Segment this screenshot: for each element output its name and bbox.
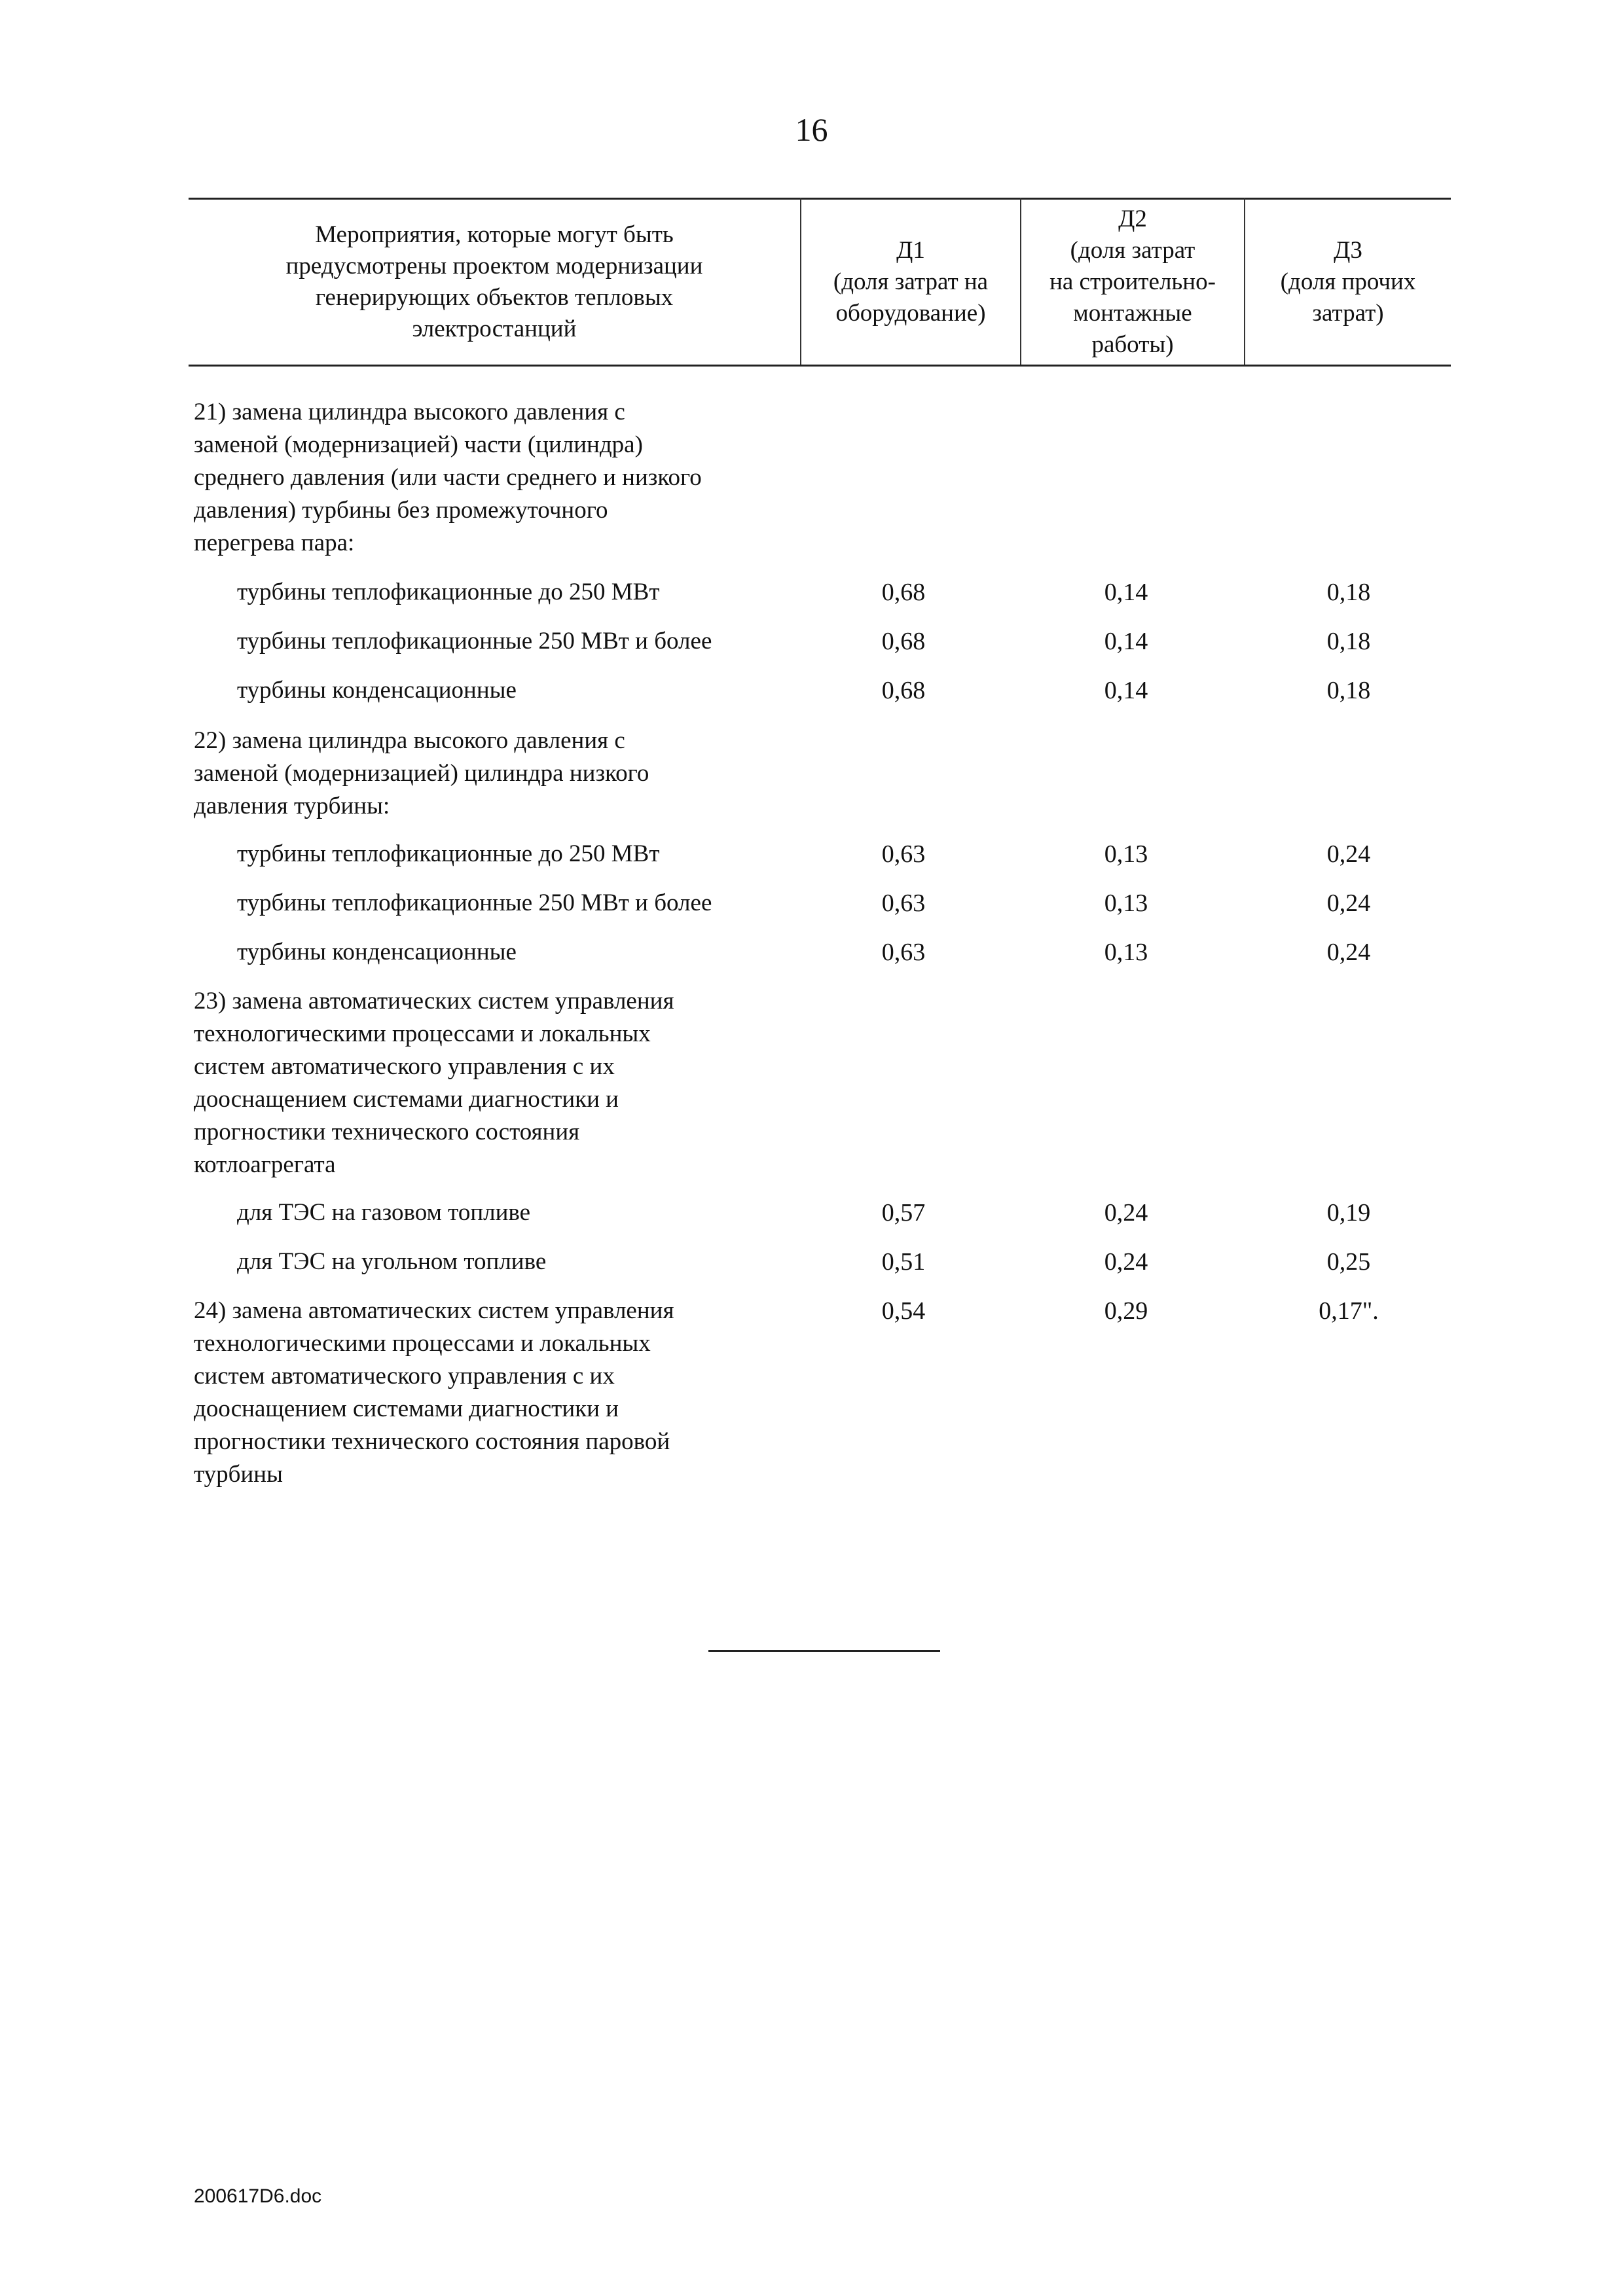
row-activity: 22) замена цилиндра высокого давления с заменой (модернизацией) цилиндра низкого давления турбины: [194,727,649,819]
row-activity: турбины теплофикационные 250 МВт и более [237,889,712,916]
row-activity: турбины теплофикационные до 250 МВт [237,840,660,867]
row-d1: 0,68 [881,628,926,655]
row-activity: 21) замена цилиндра высокого давления с заменой (модернизацией) части (цилиндра) среднего давления (или части среднего и низкого давления) турбины без промежуточного перегрева пара: [194,399,702,556]
end-rule [708,1650,940,1652]
footer-file-name: 200617D6.doc [194,2185,322,2207]
row-activity: турбины теплофикационные до 250 МВт [237,579,660,605]
row-d1: 0,51 [881,1248,926,1276]
header-activity: Мероприятия, которые могут быть предусмотрены проектом модернизации генерирующих объектов тепловых электростанций [285,221,703,342]
row-d2: 0,14 [1104,628,1148,655]
row-d2: 0,13 [1104,939,1148,966]
row-activity: 24) замена автоматических систем управления технологическими процессами и локальных систем автоматического управления с их дооснащением системами диагностики и прогностики технического состояния паровой турбины [194,1297,674,1488]
row-activity: турбины конденсационные [237,939,517,965]
header-bottom-rule [189,365,1451,367]
row-d3: 0,25 [1326,1248,1371,1276]
row-d3: 0,19 [1326,1199,1371,1227]
header-d3: Д3 (доля прочих затрат) [1280,237,1416,327]
row-d3: 0,24 [1326,840,1371,868]
row-d1: 0,63 [881,840,926,868]
page-number: 16 [795,111,828,148]
row-d1: 0,63 [881,939,926,966]
row-d1: 0,68 [881,579,926,606]
header-d1: Д1 (доля затрат на оборудование) [833,237,989,327]
header-d2: Д2 (доля затрат на строительно- монтажные работы) [1049,206,1216,358]
row-d1: 0,63 [881,889,926,917]
row-d3: 0,18 [1326,628,1371,655]
row-activity: для ТЭС на газовом топливе [237,1199,531,1226]
row-d2: 0,24 [1104,1248,1148,1276]
row-activity: для ТЭС на угольном топливе [237,1248,547,1275]
row-activity: турбины теплофикационные 250 МВт и более [237,628,712,655]
row-d3: 0,24 [1326,939,1371,966]
row-d1: 0,68 [881,677,926,704]
row-d2: 0,13 [1104,840,1148,868]
row-d2: 0,13 [1104,889,1148,917]
row-d2: 0,29 [1104,1297,1148,1325]
row-d2: 0,24 [1104,1199,1148,1227]
row-d1: 0,54 [881,1297,926,1325]
row-d3: 0,24 [1326,889,1371,917]
row-d3: 0,17". [1319,1297,1379,1325]
row-d1: 0,57 [881,1199,926,1227]
row-d2: 0,14 [1104,677,1148,704]
row-d3: 0,18 [1326,677,1371,704]
row-d3: 0,18 [1326,579,1371,606]
row-d2: 0,14 [1104,579,1148,606]
row-activity: турбины конденсационные [237,677,517,704]
table-header [189,198,1451,367]
row-activity: 23) замена автоматических систем управления технологическими процессами и локальных систем автоматического управления с их дооснащением системами диагностики и прогностики технического состояния котлоагрегата [194,988,674,1178]
